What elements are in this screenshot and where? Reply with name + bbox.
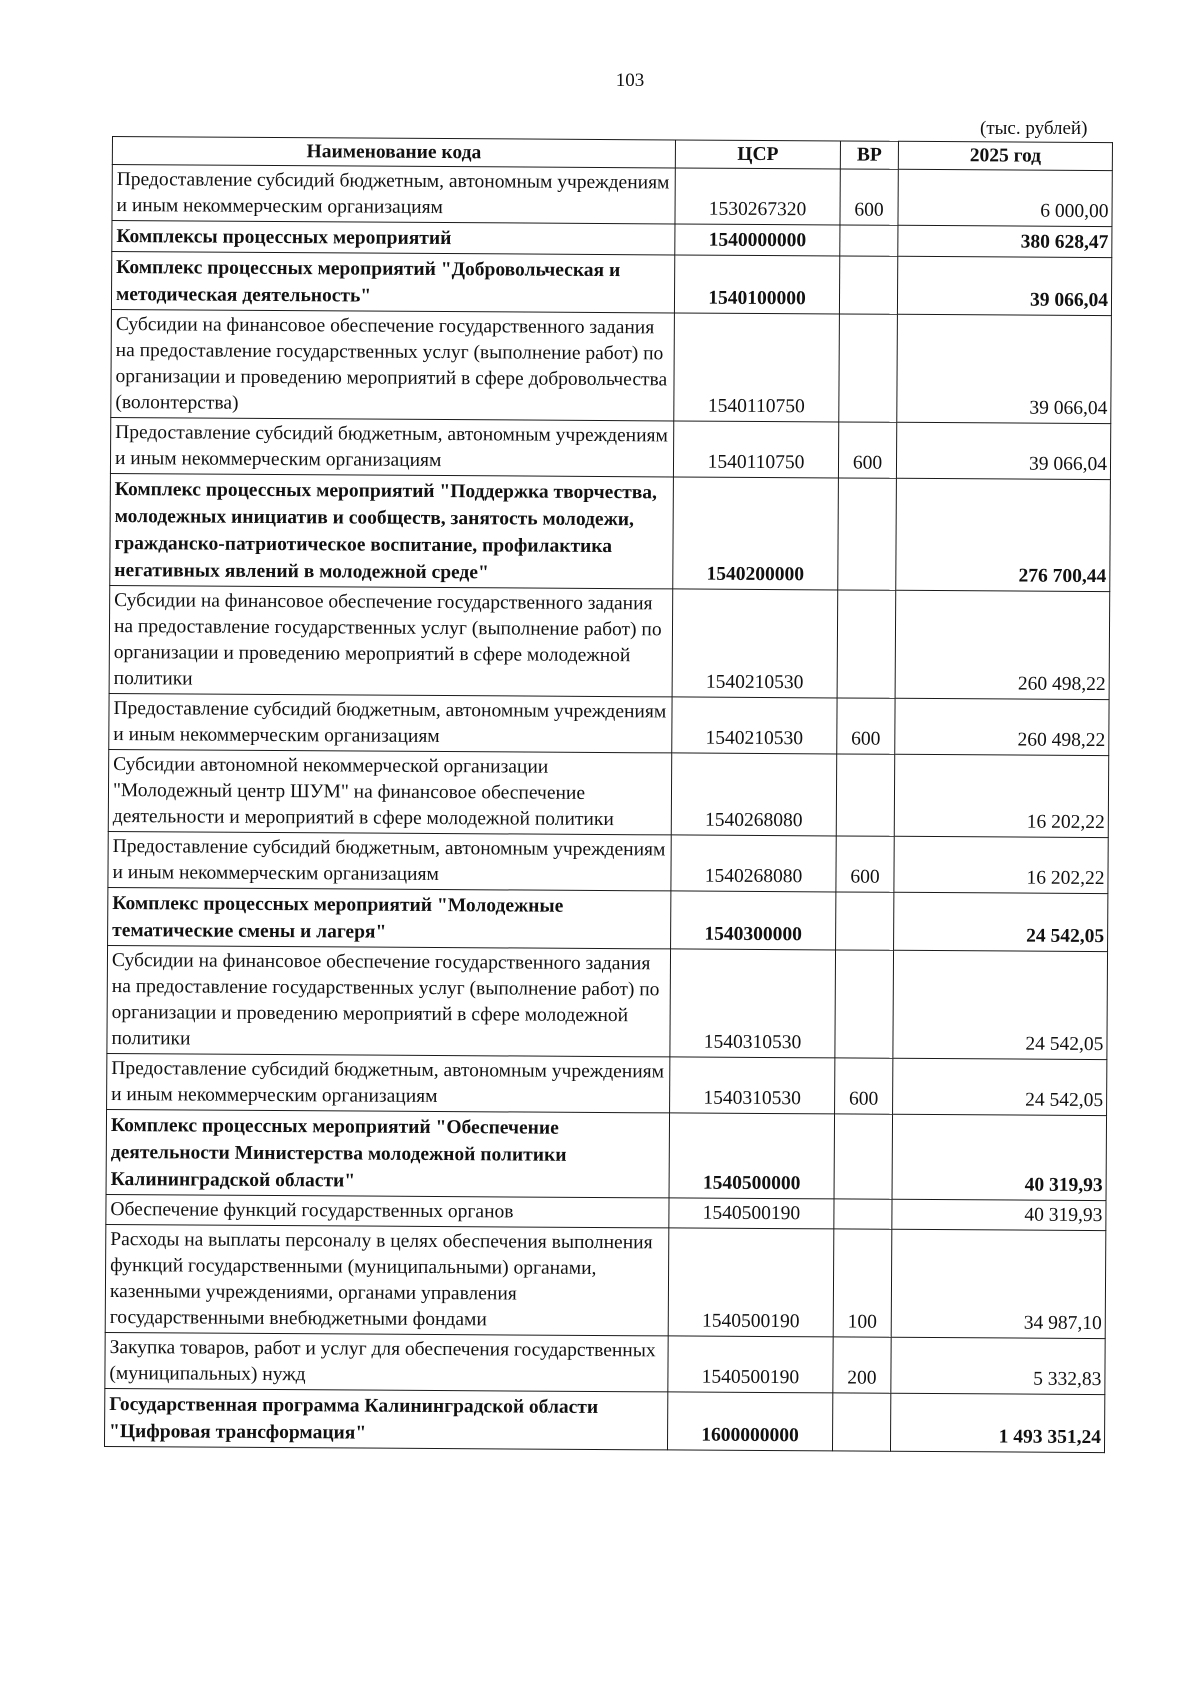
row-vr-cell [839,256,897,314]
row-name-cell: Предоставление субсидий бюджетным, автономным учреждениям и иным некоммерческим организациям [108,831,671,890]
table-row [108,831,1108,893]
table-row [111,252,1111,316]
row-csr-cell: 1540000000 [675,224,840,256]
table-row [111,309,1112,423]
row-name-cell: Комплекс процессных мероприятий "Добровольческая и методическая деятельность" [111,252,674,313]
table-row [105,1224,1106,1338]
row-vr-cell [839,314,898,422]
row-csr-cell: 1540310530 [670,1057,835,1114]
row-name-cell: Субсидии автономной некоммерческой организации "Молодежный центр ШУМ" на финансовое обеспечение деятельности и мероприятий в сфере молодежной политики [108,749,671,834]
row-csr-cell: 1540500190 [669,1198,834,1229]
row-vr-cell: 600 [835,1058,893,1114]
row-vr-cell: 600 [837,698,895,754]
row-vr-cell [836,892,894,950]
row-amount-cell: 34 987,10 [891,1229,1106,1338]
table-row [107,1053,1107,1115]
row-vr-cell [836,754,894,836]
row-name-cell: Комплекс процессных мероприятий "Молодежные тематические смены и лагеря" [108,887,671,948]
row-amount-cell: 380 628,47 [898,225,1112,257]
row-amount-cell: 260 498,22 [895,698,1109,755]
row-csr-cell: 1540210530 [672,589,838,698]
header-vr: ВР [840,141,898,169]
row-csr-cell: 1540110750 [673,421,838,478]
row-vr-cell [834,1114,893,1199]
budget-table-sheet [104,136,1112,1453]
row-csr-cell: 1530267320 [675,168,840,225]
table-row [108,887,1108,951]
row-name-cell: Комплексы процессных мероприятий [112,221,675,255]
row-name-cell: Субсидии на финансовое обеспечение государственного задания на предоставление государственных услуг (выполнение работ) по организации и проведению мероприятий в сфере молодежной политики [107,945,671,1056]
row-vr-cell: 600 [838,422,896,478]
row-vr-cell: 600 [836,836,894,892]
header-name: Наименование кода [112,137,675,168]
table-row [104,1388,1104,1452]
table-row [112,165,1112,227]
row-csr-cell: 1540300000 [671,891,836,950]
row-csr-cell: 1540500000 [669,1113,835,1199]
header-csr: ЦСР [675,140,840,169]
row-amount-cell: 24 542,05 [893,950,1108,1059]
row-csr-cell: 1600000000 [667,1392,832,1451]
table-row [110,473,1111,591]
row-csr-cell: 1540268080 [671,835,836,892]
row-name-cell: Предоставление субсидий бюджетным, автономным учреждениям и иным некоммерческим организациям [112,165,675,224]
table-row [106,1109,1107,1200]
row-name-cell: Субсидии на финансовое обеспечение государственного задания на предоставление государственных услуг (выполнение работ) по организации и проведению мероприятий в сфере добровольчества (волонтерства) [111,309,675,420]
row-name-cell: Предоставление субсидий бюджетным, автономным учреждениям и иным некоммерческим организациям [110,417,673,476]
row-amount-cell: 5 332,83 [891,1337,1105,1394]
unit-note: (тыс. рублей) [980,118,1088,139]
row-name-cell: Комплекс процессных мероприятий "Поддержка творчества, молодежных инициатив и сообществ, занятость молодежи, гражданско-патриотическое воспитание, профилактика негативных явлений в молодежной среде" [110,473,674,588]
row-amount-cell: 1 493 351,24 [890,1393,1104,1452]
table-row [109,693,1109,755]
row-vr-cell: 600 [840,169,898,225]
row-amount-cell: 16 202,22 [894,754,1108,837]
row-name-cell: Расходы на выплаты персоналу в целях обеспечения выполнения функций государственными (муниципальными) органами, казенными учреждениями, органами управления государственными внебюджетными фондами [105,1224,669,1335]
row-amount-cell: 16 202,22 [894,836,1108,893]
row-vr-cell [840,225,898,256]
row-amount-cell: 276 700,44 [896,478,1111,591]
page-number: 103 [615,70,645,91]
row-vr-cell [832,1393,890,1451]
budget-table [104,136,1113,1453]
row-csr-cell: 1540500190 [668,1336,833,1393]
table-row [108,749,1108,837]
row-amount-cell: 6 000,00 [898,169,1112,226]
row-csr-cell: 1540500190 [668,1228,834,1337]
row-vr-cell: 200 [833,1337,891,1393]
row-amount-cell: 39 066,04 [896,422,1110,479]
table-row [105,1332,1105,1394]
row-csr-cell: 1540268080 [671,753,836,836]
row-amount-cell: 40 319,93 [892,1114,1107,1200]
row-name-cell: Комплекс процессных мероприятий "Обеспечение деятельности Министерства молодежной политики Калининградской области" [106,1109,670,1197]
row-name-cell: Предоставление субсидий бюджетным, автономным учреждениям и иным некоммерческим организациям [107,1053,670,1112]
row-vr-cell [837,590,896,698]
row-vr-cell [834,1199,892,1229]
row-csr-cell: 1540310530 [670,949,836,1058]
table-row [109,585,1110,699]
row-amount-cell: 40 319,93 [892,1199,1106,1230]
row-name-cell: Обеспечение функций государственных органов [106,1194,669,1227]
row-vr-cell [838,478,897,590]
row-csr-cell: 1540100000 [674,255,839,314]
row-amount-cell: 39 066,04 [897,256,1111,315]
row-csr-cell: 1540110750 [674,313,840,422]
table-body [104,165,1112,1453]
table-row [107,945,1108,1059]
row-csr-cell: 1540200000 [673,477,839,590]
row-amount-cell: 24 542,05 [894,892,1108,951]
row-amount-cell: 24 542,05 [893,1058,1107,1115]
row-amount-cell: 260 498,22 [895,590,1110,699]
table-row [110,417,1110,479]
row-name-cell: Закупка товаров, работ и услуг для обеспечения государственных (муниципальных) нужд [105,1332,668,1391]
row-csr-cell: 1540210530 [672,697,837,754]
row-amount-cell: 39 066,04 [897,314,1112,423]
row-name-cell: Государственная программа Калининградской области "Цифровая трансформация" [104,1388,667,1449]
row-vr-cell: 100 [833,1229,892,1337]
row-name-cell: Предоставление субсидий бюджетным, автономным учреждениям и иным некоммерческим организациям [109,693,672,752]
row-vr-cell [835,950,894,1058]
row-name-cell: Субсидии на финансовое обеспечение государственного задания на предоставление государственных услуг (выполнение работ) по организации и проведению мероприятий в сфере молодежной политики [109,585,673,696]
header-year: 2025 год [898,141,1112,170]
